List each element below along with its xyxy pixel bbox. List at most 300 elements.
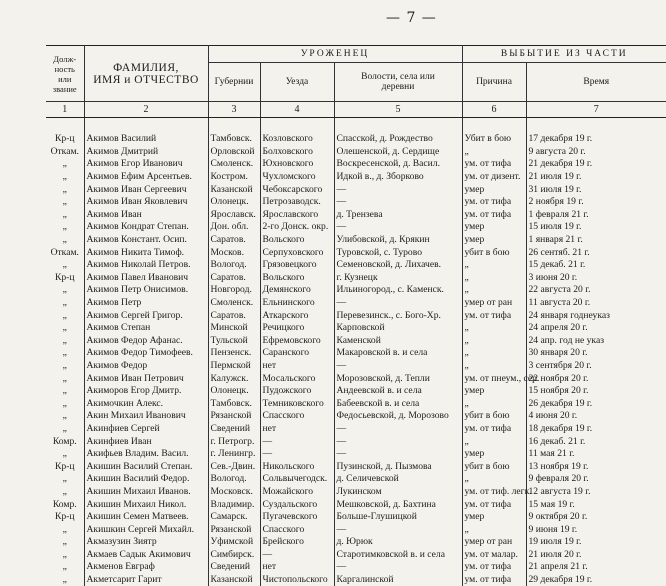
cell-time: 11 августа 20 г.: [528, 297, 591, 309]
cell-province: Тульской: [208, 335, 260, 348]
cell-time: 2 ноября 19 г.: [528, 196, 584, 208]
cell-time: 22 августа 20 г.: [528, 284, 591, 296]
cell-name: Акимов Ефим Арсентьев.: [84, 171, 208, 184]
cell-village: Больше-Глушицкой: [334, 511, 462, 524]
cell-name: Акиморов Егор Дмитр.: [84, 385, 208, 398]
spacer-row: [46, 118, 666, 134]
cell-village: д. Трензева: [334, 209, 462, 222]
cell-district: Спасского: [260, 523, 334, 536]
cell-district: Никольского: [260, 460, 334, 473]
table-row: [46, 473, 666, 486]
cell-name: Акимов Петр Онисимов.: [84, 284, 208, 297]
cell-position: „: [46, 171, 84, 184]
cell-province: Смоленск.: [208, 297, 260, 310]
table-row: [46, 272, 666, 285]
cell-reason: „: [462, 335, 526, 348]
cell-time: 4 июня 20 г.: [528, 410, 578, 422]
cell-position: Кр-ц: [46, 511, 84, 524]
cell-name: Акимов Николай Петров.: [84, 259, 208, 272]
cell-time: 26 сентяб. 21 г.: [528, 246, 590, 258]
cell-village: д. Юрюк: [334, 536, 462, 549]
cell-time: 26 декабря 19 г.: [528, 397, 593, 409]
table-row: [46, 309, 666, 322]
cell-district: Болховского: [260, 146, 334, 159]
cell-name: Акишкин Сергей Михайл.: [84, 523, 208, 536]
cell-district: Темниковского: [260, 397, 334, 410]
cell-time: 15 декаб. 21 г.: [528, 259, 586, 271]
cell-province: Калужск.: [208, 372, 260, 385]
cell-district: —: [260, 448, 334, 461]
cell-position: Кр-ц: [46, 133, 84, 146]
cell-district: —: [260, 435, 334, 448]
cell-province: Владимир.: [208, 498, 260, 511]
cell-position: „: [46, 448, 84, 461]
cell-village: —: [334, 196, 462, 209]
table-row: [46, 536, 666, 549]
cell-village: —: [334, 561, 462, 574]
table-row: [46, 372, 666, 385]
cell-reason: ум. от тифа: [462, 498, 526, 511]
cell-position: „: [46, 284, 84, 297]
table-row: [46, 221, 666, 234]
table-row: [46, 423, 666, 436]
cell-province: Вологод.: [208, 259, 260, 272]
cell-province: Олонецк.: [208, 196, 260, 209]
header-origin-group: УРОЖЕНЕЦ: [208, 46, 462, 63]
cell-district: нет: [260, 360, 334, 373]
cell-reason: ум. от малар.: [462, 549, 526, 562]
cell-reason: умер: [462, 221, 526, 234]
header-reason: Причина: [462, 63, 526, 102]
cell-province: Сев.-Двин.: [208, 460, 260, 473]
cell-time: 1 февраля 21 г.: [528, 208, 589, 220]
table-row: [46, 146, 666, 159]
cell-province: Казанской: [208, 574, 260, 586]
header-name: ФАМИЛИЯ, ИМЯ и ОТЧЕСТВО: [84, 46, 208, 102]
cell-position: Откам.: [46, 146, 84, 159]
cell-time: 12 августа 19 г.: [528, 485, 591, 497]
cell-reason: ум. от тифа: [462, 574, 526, 586]
cell-reason: „: [462, 146, 526, 159]
cell-district: 2-го Донск. окр.: [260, 221, 334, 234]
cell-province: Новгород.: [208, 284, 260, 297]
table-row: [46, 158, 666, 171]
cell-district: Вольского: [260, 234, 334, 247]
cell-reason: ум. от пнеум., сер.: [462, 372, 526, 385]
cell-reason: убит в бою: [462, 410, 526, 423]
cell-position: „: [46, 360, 84, 373]
cell-time: 9 февраля 20 г.: [528, 473, 589, 485]
cell-reason: „: [462, 473, 526, 486]
cell-village: Бабеевской в. и села: [334, 397, 462, 410]
cell-name: Акимов Петр: [84, 297, 208, 310]
table-row: [46, 511, 666, 524]
cell-name: Акмаев Садык Акимович: [84, 549, 208, 562]
cell-position: „: [46, 397, 84, 410]
cell-reason: ум. от тифа: [462, 196, 526, 209]
cell-village: —: [334, 360, 462, 373]
header-departure-group: ВЫБЫТИЕ ИЗ ЧАСТИ: [462, 46, 666, 63]
cell-province: г. Петрогр.: [208, 435, 260, 448]
table-row: [46, 234, 666, 247]
cell-province: Минской: [208, 322, 260, 335]
cell-reason: ум. от тифа: [462, 561, 526, 574]
table-row: [46, 397, 666, 410]
table-row: [46, 246, 666, 259]
cell-time: 15 июля 19 г.: [528, 221, 582, 233]
cell-village: Каргалинской: [334, 574, 462, 586]
cell-reason: „: [462, 322, 526, 335]
header-row-1: [46, 46, 666, 63]
cell-reason: „: [462, 397, 526, 410]
cell-province: Костром.: [208, 171, 260, 184]
column-number: 4: [260, 102, 334, 118]
cell-name: Акимов Иван Яковлевич: [84, 196, 208, 209]
cell-province: Сведений: [208, 561, 260, 574]
cell-time: 30 января 20 г.: [528, 347, 588, 359]
cell-position: „: [46, 234, 84, 247]
cell-name: Акметсарит Гарит: [84, 574, 208, 586]
cell-name: Акимов Василий: [84, 133, 208, 146]
cell-time: 17 декабря 19 г.: [528, 133, 593, 145]
cell-position: „: [46, 335, 84, 348]
table-row: [46, 523, 666, 536]
table-row: [46, 498, 666, 511]
cell-time: 22 ноября 20 г.: [528, 372, 589, 384]
cell-time: 16 декаб. 21 г.: [528, 435, 586, 447]
cell-position: „: [46, 196, 84, 209]
cell-name: Акимов Степан: [84, 322, 208, 335]
cell-position: „: [46, 523, 84, 536]
cell-province: Тамбовск.: [208, 397, 260, 410]
column-number: 6: [462, 102, 526, 118]
cell-time: 21 апреля 21 г.: [528, 561, 588, 573]
cell-name: Акимов Иван Петрович: [84, 372, 208, 385]
cell-district: Козловского: [260, 133, 334, 146]
cell-position: „: [46, 574, 84, 586]
cell-village: Семеновской, д. Лихачев.: [334, 259, 462, 272]
cell-reason: ум. от тифа: [462, 158, 526, 171]
cell-position: Кр-ц: [46, 460, 84, 473]
cell-time: 15 ноября 20 г.: [528, 385, 589, 397]
table-row: [46, 171, 666, 184]
cell-province: Олонецк.: [208, 385, 260, 398]
column-number: 3: [208, 102, 260, 118]
cell-name: Акишин Михаил Никол.: [84, 498, 208, 511]
cell-position: „: [46, 536, 84, 549]
cell-position: „: [46, 309, 84, 322]
cell-position: „: [46, 158, 84, 171]
page-number: — 7 —: [386, 10, 437, 26]
cell-district: Серпуховского: [260, 246, 334, 259]
cell-name: Акишин Михаил Иванов.: [84, 486, 208, 499]
cell-province: Орловской: [208, 146, 260, 159]
cell-time: 3 июня 20 г.: [528, 271, 578, 283]
cell-district: Сольвычегодск.: [260, 473, 334, 486]
table-row: [46, 347, 666, 360]
cell-district: Ефремовского: [260, 335, 334, 348]
cell-district: Чистопольского: [260, 574, 334, 586]
cell-province: Рязанской: [208, 523, 260, 536]
cell-province: Сведений: [208, 423, 260, 436]
cell-district: Саранского: [260, 347, 334, 360]
cell-reason: умер от ран: [462, 297, 526, 310]
cell-name: Акимов Федор: [84, 360, 208, 373]
table-row: [46, 196, 666, 209]
cell-reason: умер: [462, 385, 526, 398]
cell-time: 18 декабря 19 г.: [528, 422, 593, 434]
cell-time: 1 января 21 г.: [528, 234, 583, 246]
cell-time: 13 ноября 19 г.: [528, 460, 589, 472]
cell-district: Спасского: [260, 410, 334, 423]
cell-village: Макаровской в. и села: [334, 347, 462, 360]
cell-reason: умер от ран: [462, 536, 526, 549]
cell-village: Перевезинск., с. Бого-Хр.: [334, 309, 462, 322]
cell-district: Ярославского: [260, 209, 334, 222]
cell-village: Мешковской, д. Бахтина: [334, 498, 462, 511]
cell-position: „: [46, 486, 84, 499]
column-number: 1: [46, 102, 84, 118]
cell-village: —: [334, 448, 462, 461]
cell-reason: „: [462, 435, 526, 448]
cell-reason: „: [462, 272, 526, 285]
cell-position: „: [46, 372, 84, 385]
header-position: Долж- ность или звание: [46, 46, 84, 102]
cell-district: Демянского: [260, 284, 334, 297]
cell-district: Грязовецкого: [260, 259, 334, 272]
cell-village: Идкой в., д. Зборково: [334, 171, 462, 184]
table-row: [46, 435, 666, 448]
cell-name: Акимов Федор Тимофеев.: [84, 347, 208, 360]
cell-district: Суздальского: [260, 498, 334, 511]
table-row: [46, 549, 666, 562]
cell-reason: убит в бою: [462, 460, 526, 473]
register-table: [46, 45, 666, 586]
cell-name: Акин Михаил Иванович: [84, 410, 208, 423]
cell-province: Саратов.: [208, 234, 260, 247]
cell-village: Федосьевской, д. Морозово: [334, 410, 462, 423]
cell-province: Дон. обл.: [208, 221, 260, 234]
cell-village: Андеевской в. и села: [334, 385, 462, 398]
cell-district: Пугачевского: [260, 511, 334, 524]
cell-reason: умер: [462, 183, 526, 196]
cell-reason: ум. от тифа: [462, 309, 526, 322]
cell-reason: „: [462, 523, 526, 536]
cell-village: —: [334, 221, 462, 234]
cell-name: Акишин Семен Матвеев.: [84, 511, 208, 524]
cell-province: Рязанской: [208, 410, 260, 423]
cell-province: Саратов.: [208, 309, 260, 322]
cell-village: д. Селичевской: [334, 473, 462, 486]
cell-village: Улибовской, д. Крякин: [334, 234, 462, 247]
cell-position: „: [46, 347, 84, 360]
cell-position: „: [46, 322, 84, 335]
column-number: 7: [526, 102, 666, 118]
cell-village: —: [334, 523, 462, 536]
cell-time: 11 мая 21 г.: [528, 448, 575, 460]
cell-reason: Убит в бою: [462, 133, 526, 146]
cell-reason: „: [462, 259, 526, 272]
table-row: [46, 284, 666, 297]
cell-village: Каменской: [334, 335, 462, 348]
cell-district: Речицкого: [260, 322, 334, 335]
cell-reason: „: [462, 360, 526, 373]
cell-name: Акменов Евграф: [84, 561, 208, 574]
cell-village: Морозовской, д. Тепли: [334, 372, 462, 385]
cell-province: Смоленск.: [208, 158, 260, 171]
cell-province: Москов.: [208, 246, 260, 259]
cell-name: Акимов Кондрат Степан.: [84, 221, 208, 234]
cell-village: Старотимковской в. и села: [334, 549, 462, 562]
cell-province: Симбирск.: [208, 549, 260, 562]
cell-position: „: [46, 259, 84, 272]
cell-name: Акишин Василий Федор.: [84, 473, 208, 486]
table-row: [46, 322, 666, 335]
cell-name: Акмазузин Зиятр: [84, 536, 208, 549]
cell-position: Кр-ц: [46, 272, 84, 285]
cell-village: Спасской, д. Рождество: [334, 133, 462, 146]
cell-position: „: [46, 423, 84, 436]
cell-time: 9 октября 20 г.: [528, 511, 588, 523]
cell-name: Акимов Иван Сергеевич: [84, 183, 208, 196]
header-district: Уезда: [260, 63, 334, 102]
cell-province: Вологод.: [208, 473, 260, 486]
cell-reason: умер: [462, 511, 526, 524]
cell-district: Аткарского: [260, 309, 334, 322]
cell-time: 24 января годнеуказ: [528, 309, 610, 321]
cell-reason: „: [462, 284, 526, 297]
cell-district: Мосальского: [260, 372, 334, 385]
table-row: [46, 385, 666, 398]
cell-name: Акишин Василий Степан.: [84, 460, 208, 473]
header-province: Губернии: [208, 63, 260, 102]
cell-district: Брейского: [260, 536, 334, 549]
cell-time: 3 сентября 20 г.: [528, 359, 592, 371]
cell-village: Воскресенской, д. Васил.: [334, 158, 462, 171]
table-row: [46, 209, 666, 222]
table-row: [46, 360, 666, 373]
cell-name: Акифьев Владим. Васил.: [84, 448, 208, 461]
column-number: 2: [84, 102, 208, 118]
cell-time: 29 декабря 19 г.: [528, 574, 593, 586]
table-row: [46, 486, 666, 499]
cell-time: 19 июля 19 г.: [528, 536, 582, 548]
cell-reason: „: [462, 347, 526, 360]
cell-position: Комр.: [46, 435, 84, 448]
cell-district: Пудожского: [260, 385, 334, 398]
cell-name: Акинфиев Иван: [84, 435, 208, 448]
cell-name: Акимов Констант. Осип.: [84, 234, 208, 247]
table-row: [46, 133, 666, 146]
cell-time: 21 декабря 19 г.: [528, 158, 593, 170]
cell-province: Казанской: [208, 183, 260, 196]
table-row: [46, 183, 666, 196]
cell-name: Акимов Федор Афанас.: [84, 335, 208, 348]
cell-position: Откам.: [46, 246, 84, 259]
cell-time: 21 июля 19 г.: [528, 171, 582, 183]
column-number-row: [46, 102, 666, 118]
register-body: [46, 133, 666, 586]
cell-village: Ильиногород., с. Каменск.: [334, 284, 462, 297]
table-row: [46, 335, 666, 348]
cell-time: 31 июля 19 г.: [528, 183, 582, 195]
cell-district: Чухломского: [260, 171, 334, 184]
cell-time: 9 июня 19 г.: [528, 523, 578, 535]
cell-name: Акимов Сергей Григор.: [84, 309, 208, 322]
cell-province: г. Ленингр.: [208, 448, 260, 461]
cell-village: —: [334, 423, 462, 436]
cell-position: „: [46, 385, 84, 398]
cell-district: нет: [260, 561, 334, 574]
cell-position: „: [46, 561, 84, 574]
cell-time: 15 мая 19 г.: [528, 498, 575, 510]
header-village: Волости, села или деревни: [334, 63, 462, 102]
cell-time: 9 августа 20 г.: [528, 145, 586, 157]
cell-position: „: [46, 473, 84, 486]
cell-time: 24 апреля 20 г.: [528, 322, 588, 334]
cell-time: 21 июля 20 г.: [528, 548, 582, 560]
cell-village: Карповской: [334, 322, 462, 335]
cell-province: Пермской: [208, 360, 260, 373]
cell-reason: убит в бою: [462, 246, 526, 259]
cell-district: нет: [260, 423, 334, 436]
cell-reason: ум. от дизент.: [462, 171, 526, 184]
cell-reason: умер: [462, 234, 526, 247]
cell-district: Ельнинского: [260, 297, 334, 310]
cell-reason: умер: [462, 448, 526, 461]
cell-village: Лукинском: [334, 486, 462, 499]
cell-district: Чебоксарского: [260, 183, 334, 196]
table-row: [46, 410, 666, 423]
cell-position: „: [46, 297, 84, 310]
cell-name: Акимов Егор Иванович: [84, 158, 208, 171]
cell-village: —: [334, 183, 462, 196]
cell-name: Акимочкин Алекс.: [84, 397, 208, 410]
cell-district: Юхновского: [260, 158, 334, 171]
cell-district: Вольского: [260, 272, 334, 285]
cell-time: 24 апр. год не указ: [528, 334, 604, 346]
cell-district: —: [260, 549, 334, 562]
cell-province: Московск.: [208, 486, 260, 499]
table-row: [46, 448, 666, 461]
cell-district: Можайского: [260, 486, 334, 499]
cell-province: Ярославск.: [208, 209, 260, 222]
table-row: [46, 297, 666, 310]
table-row: [46, 460, 666, 473]
cell-reason: ум. от тиф. легк.: [462, 486, 526, 499]
cell-position: „: [46, 183, 84, 196]
cell-reason: ум. от тифа: [462, 423, 526, 436]
cell-village: —: [334, 435, 462, 448]
cell-district: Петрозаводск.: [260, 196, 334, 209]
header-time: Время: [583, 77, 610, 87]
cell-position: Комр.: [46, 498, 84, 511]
cell-position: „: [46, 410, 84, 423]
cell-name: Акимов Дмитрий: [84, 146, 208, 159]
cell-village: —: [334, 297, 462, 310]
cell-province: Саратов.: [208, 272, 260, 285]
cell-village: г. Кузнецк: [334, 272, 462, 285]
table-row: [46, 259, 666, 272]
table-row: [46, 561, 666, 574]
cell-province: Пензенск.: [208, 347, 260, 360]
column-number: 5: [334, 102, 462, 118]
cell-reason: ум. от тифа: [462, 209, 526, 222]
cell-position: „: [46, 221, 84, 234]
cell-village: Туровской, с. Турово: [334, 246, 462, 259]
cell-village: Пузинской, д. Пызмова: [334, 460, 462, 473]
cell-name: Акимов Никита Тимоф.: [84, 246, 208, 259]
